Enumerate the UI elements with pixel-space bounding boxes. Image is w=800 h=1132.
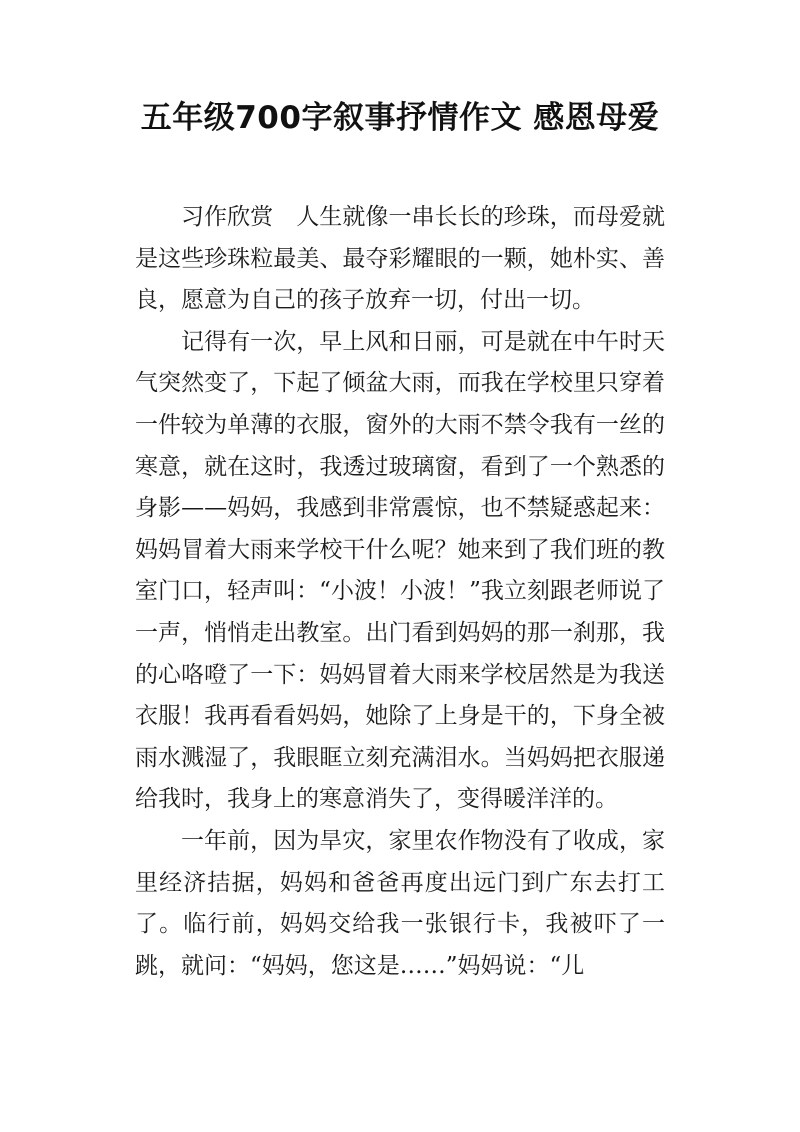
document-body [135,197,665,987]
paragraph-rain-story: 记得有一次，早上风和日丽，可是就在中午时天气突然变了，下起了倾盆大雨，而我在学校里只穿着一件较为单薄的衣服，窗外的大雨不禁令我有一丝的寒意，就在这时，我透过玻璃窗，看到了一个熟悉的身影——妈妈，我感到非常震惊，也不禁疑惑起来：妈妈冒着大雨来学校干什么呢？她来到了我们班的教室门口，轻声叫：“小波！小波！”我立刻跟老师说了一声，悄悄走出教室。出门看到妈妈的那一刹那，我的心咯噔了一下：妈妈冒着大雨来学校居然是为我送衣服！我再看看妈妈，她除了上身是干的，下身全被雨水溅湿了，我眼眶立刻充满泪水。当妈妈把衣服递给我时，我身上的寒意消失了，变得暖洋洋的。 [135,328,665,813]
paragraph-year-ago: 一年前，因为旱灾，家里农作物没有了收成，家里经济拮据，妈妈和爸爸再度出远门到广东去打工了。临行前，妈妈交给我一张银行卡，我被吓了一跳，就问：“妈妈，您这是……”妈妈说：“儿 [135,827,665,979]
document-title: 五年级700字叙事抒情作文 感恩母爱 [140,100,660,136]
paragraph-intro: 习作欣赏 人生就像一串长长的珍珠，而母爱就是这些珍珠粒最美、最夺彩耀眼的一颗，她朴实、善良，愿意为自己的孩子放弃一切，付出一切。 [135,204,665,314]
